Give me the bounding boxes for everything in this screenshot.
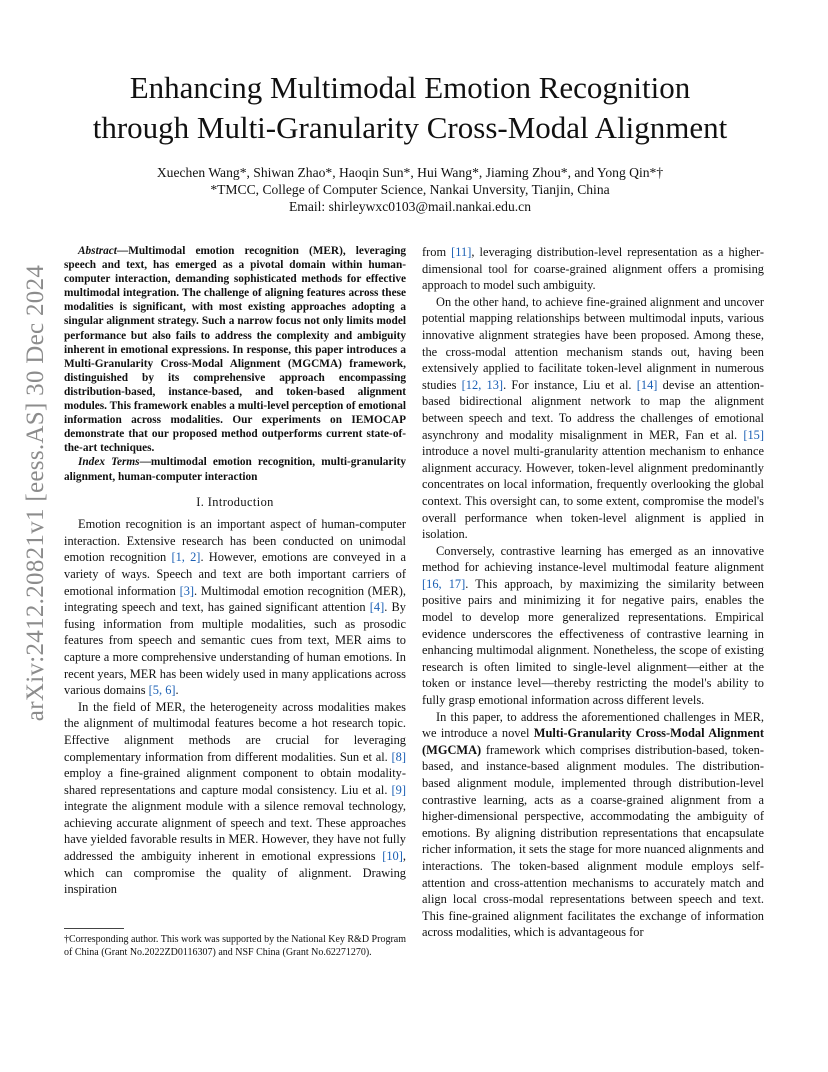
abstract-text: —Multimodal emotion recognition (MER), leveraging speech and text, has emerged as a pivotal domain within human-computer interaction, demanding sophisticated methods for effective multimodal integration. The challenge of aligning features across these modalities is significant, with most existing approaches adopting a singular alignment strategy. Such a narrow focus not only limits model performance but also fails to address the complexity and ambiguity inherent in emotional expressions. In response, this paper introduces a Multi-Granularity Cross-Modal Alignment (MGCMA) framework, distinguished by its comprehensive approach encompassing distribution-based, instance-based, and token-based alignment modules. This framework enables a multi-level perception of emotional information across modalities. Our experiments on IEMOCAP demonstrate that our proposed method outperforms current state-of-the-art techniques. — [64, 245, 406, 455]
paragraph — [64, 516, 406, 699]
text-run: In this paper, to address the aforementioned challenges in MER, we introduce a novel — [422, 709, 764, 741]
framework-name: Multi-Granularity Cross-Modal Alignment (MGCMA) — [422, 726, 764, 757]
citation-link[interactable]: [8] — [391, 749, 406, 764]
citation-link[interactable]: [9] — [391, 782, 406, 797]
text-run: . However, emotions are conveyed in a variety of ways. Speech and text are both important carriers of emotional information — [64, 550, 407, 598]
text-run: . By fusing information from multiple modalities, such as prosodic features from speech and semantic cues from text, MER aims to capture a more comprehensive understanding of human emotions. In recent years, MER has been widely used in many applications across various domains — [64, 600, 406, 698]
paragraph — [422, 709, 764, 941]
text-run: , which can compromise the quality of alignment. Drawing inspiration — [64, 849, 406, 897]
text-run: from — [422, 245, 452, 259]
text-run: . This approach, by maximizing the similarity between positive pairs and minimizing it for negative pairs, enables the model to develop more generalized representations. Empirical evidence underscores the effectiveness of contrastive learning in enhancing multimodal alignment. Nonetheless, the scope of existing research is often limited to single-level alignment—either at the token or instance level—thereby restricting the model's ability to fully grasp emotional information across different levels. — [422, 576, 764, 708]
text-run: Emotion recognition is an important aspect of human-computer interaction. Extensive research has been conducted on unimodal emotion recognition — [64, 517, 406, 565]
paper-title — [40, 68, 780, 148]
arxiv-sidebar-stamp — [12, 264, 60, 722]
text-run: framework which comprises distribution-based, token-based, and instance-based alignment modules. The distribution-based alignment module, implemented through distribution-level contrastive learning, acts as a coarse-grained alignment from a higher-dimensional perspective, accommodating the ambiguity of emotions. By aligning distribution representations that encapsulate richer information, it sets the stage for more nuanced alignments and interactions. The token-based alignment module employs self-attention and cross-attention mechanisms to accurately match and align local cross-modal representations between speech and text. This fine-grained alignment facilitates the exchange of information across modalities, which is advantageous for — [422, 742, 764, 940]
citation-link[interactable]: [16, 17] — [422, 576, 466, 591]
author-list: Xuechen Wang*, Shiwan Zhao*, Haoqin Sun*, Hui Wang*, Jiaming Zhou*, and Yong Qin*† — [156, 165, 664, 180]
section-heading-introduction: I. Introduction — [196, 494, 274, 509]
text-run: integrate the alignment module with a silence removal technology, achieving accurate alignment of speech and text. These approaches have yielded favorable results in MER. However, they have not fully addressed the ambiguity inherent in emotional expressions — [64, 799, 406, 864]
text-run: In the field of MER, the heterogeneity across modalities makes the alignment of multimodal features become a hot research topic. Effective alignment methods are crucial for leveraging complementary information from different modalities. Sun et al. — [64, 699, 406, 764]
citation-link[interactable]: [15] — [743, 427, 764, 442]
title-line-2: through Multi-Granularity Cross-Modal Alignment — [92, 110, 728, 145]
citation-link[interactable]: [5, 6] — [148, 683, 176, 698]
text-run: On the other hand, to achieve fine-grained alignment and uncover potential mapping relationships between multimodal inputs, various innovative alignment strategies have been proposed. Among these, the cross-modal attention mechanism stands out, having been extensively applied to facilitate token-level alignment in numerous studies — [422, 294, 764, 392]
citation-link[interactable]: [4] — [369, 600, 385, 615]
citation-link[interactable]: [11] — [451, 245, 472, 259]
index-terms-text: —multimodal emotion recognition, multi-granularity alignment, human-computer interaction — [64, 456, 406, 483]
citation-link[interactable]: [1, 2] — [171, 550, 201, 565]
citation-link[interactable]: [12, 13] — [461, 377, 504, 392]
citation-link[interactable]: [14] — [636, 377, 658, 392]
text-run: . For instance, Liu et al. — [503, 377, 637, 392]
right-column — [422, 244, 764, 941]
text-run: devise an attention-based bidirectional alignment network to map the alignment between speech and text. To address the challenges of emotional asynchrony and modality misalignment in MER, Fan et al. — [422, 377, 765, 442]
text-run: . Multimodal emotion recognition (MER), integrating speech and text, has gained significant attention — [64, 583, 406, 615]
footnote-rule — [64, 928, 124, 929]
index-terms-label: Index Terms — [78, 456, 140, 469]
abstract-label: Abstract — [78, 245, 117, 257]
footnote: †Corresponding author. This work was supported by the National Key R&D Program of China (Grant No.2022ZD0116307) and NSF China (Grant No.62271270). — [64, 934, 406, 958]
paragraph — [64, 699, 406, 898]
index-terms — [64, 455, 406, 483]
text-run: , leveraging distribution-level representation as a higher-dimensional tool for coarse-grained alignment offers a promising approach to model such ambiguity. — [422, 245, 764, 293]
affiliation: *TMCC, College of Computer Science, Nankai Unversity, Tianjin, China — [210, 182, 610, 197]
text-run: . — [175, 683, 179, 698]
left-column — [64, 244, 406, 898]
citation-link[interactable]: [10] — [382, 849, 403, 864]
text-run: introduce a novel multi-granularity attention mechanism to enhance alignment accuracy. However, token-level alignment predominantly concentrates on local information, frequently overlooking the global context. This oversight can, to some extent, compromise the model's overall performance when token-level alignment is applied in isolation. — [422, 444, 764, 542]
paragraph — [422, 244, 764, 294]
abstract — [64, 244, 406, 455]
paragraph — [422, 543, 764, 709]
arxiv-identifier: arXiv:2412.20821v1 [eess.AS] 30 Dec 2024 — [22, 264, 49, 722]
paragraph — [422, 294, 764, 543]
text-run: employ a fine-grained alignment component to obtain modality-shared representations and capture modal consistency. Liu et al. — [64, 766, 406, 797]
text-run: Conversely, contrastive learning has emerged as an innovative method for achieving instance-level multimodal feature alignment — [422, 543, 764, 575]
citation-link[interactable]: [3] — [179, 583, 195, 598]
title-line-1: Enhancing Multimodal Emotion Recognition — [129, 70, 691, 105]
author-block — [40, 164, 780, 215]
contact-email: Email: shirleywxc0103@mail.nankai.edu.cn — [288, 199, 532, 214]
